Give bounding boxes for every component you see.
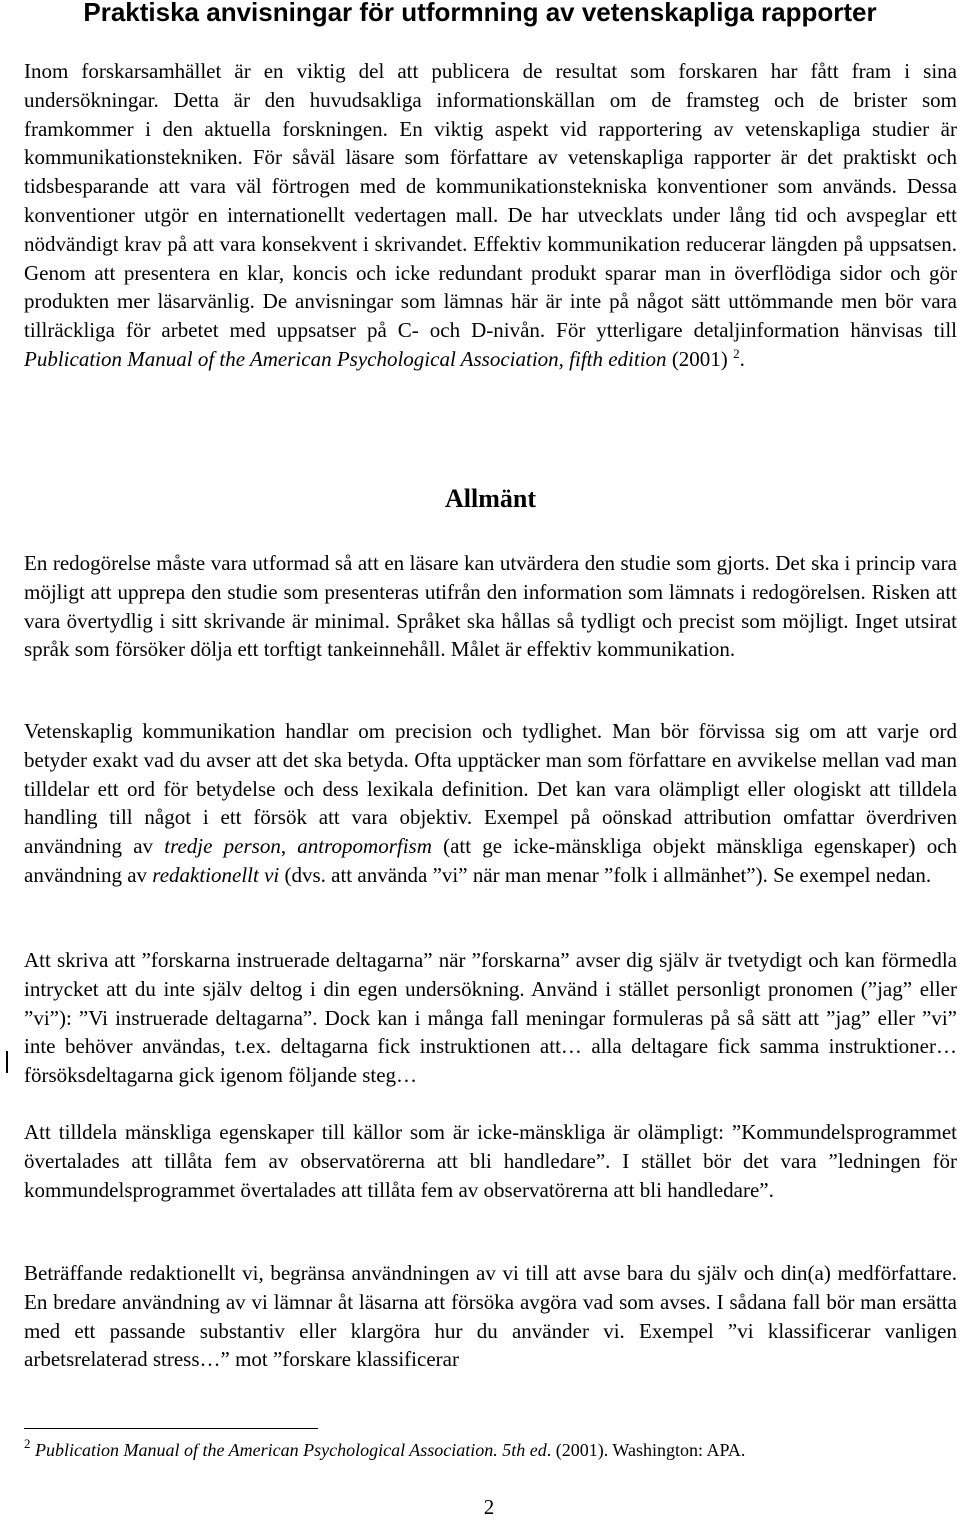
paragraph-2-text-1: Vetenskaplig kommunikation handlar om precision och tydlighet. Man bör förvissa sig om att varje ord betyder exakt vad du avser att det ska betyda. Ofta upptäcker man som författare en avvikelse mellan vad man tilldelar ett ord för betydelse och dess lexikala definition. Det kan vara olämpligt eller ologiskt att tilldela handling till något i ett försök att vara objektiv. Exempel på oönskad attribution omfattar överdriven användning av xyxy=(24,719,957,859)
document-title: Praktiska anvisningar för utformning av vetenskapliga rapporter xyxy=(83,0,877,27)
revision-change-bar xyxy=(6,1051,8,1073)
paragraph-2-text-3: (att ge icke-mänskliga objekt mänskliga egenskaper) och användning av xyxy=(24,834,958,887)
term-antropomorfism: antropomorfism xyxy=(297,834,432,859)
footnote-mark: 2 xyxy=(24,1436,31,1451)
apa-manual-reference: Publication Manual of the American Psychological Association, fifth edition xyxy=(24,346,667,371)
general-paragraph-5: Beträffande redaktionellt vi, begränsa användningen av vi till att avse bara du själv och din(a) medförfattare. En bredare användning av vi lämnar åt läsarna att försöka avgöra vad som avses. I sådana fall bör man ersätta med ett passande substantiv eller klargöra hur du använder vi. Exempel ”vi klassificerar vanligen arbetsrelaterad stress…” mot ”forskare klassificerar xyxy=(24,1261,957,1372)
intro-text: Inom forskarsamhället är en viktig del att publicera de resultat som forskaren har fått fram i sina undersökningar. Detta är den huvudsakliga informationskällan om de framsteg och de brister som framkommer i den aktuella forskningen. En viktig aspekt vid rapportering av vetenskapliga studier är kommunikationstekniken. För såväl läsare som författare av vetenskapliga rapporter är det praktiskt och tidsbesparande att vara väl förtrogen med de kommunikationstekniska konventioner som används. Dessa konventioner utgör en internationellt vedertagen mall. De har utvecklats under lång tid och avspeglar ett nödvändigt krav på att vara konsekvent i skrivandet. Effektiv kommunikation reducerar längden på uppsatsen. Genom att presentera en klar, koncis och icke redundant produkt sparar man in överflödiga sidor och gör produkten mer läsarvänlig. De anvisningar som lämnas här är inte på något sätt uttömmande men bör vara tillräckliga för arbetet med uppsatser på C- och D-nivån. För ytterligare detaljinformation hänvisas till xyxy=(24,59,957,343)
general-paragraph-4: Att tilldela mänskliga egenskaper till källor som är icke-mänskliga är olämpligt: ”Kommundelsprogrammet övertalades att tillåta fem av observatörerna att bli handledare”. I stället bör det vara ”ledningen för kommundelsprogrammet övertalades att tillåta fem av observatörerna att bli handledare”. xyxy=(24,1120,957,1202)
paragraph-2-text-2: , xyxy=(280,834,298,859)
paragraph-2-text-4: (dvs. att använda ”vi” när man menar ”folk i allmänhet”). Se exempel nedan. xyxy=(279,862,932,887)
footnote-reference[interactable]: 2 xyxy=(733,345,740,361)
intro-end: . xyxy=(739,346,745,371)
term-tredje-person: tredje person xyxy=(164,834,281,859)
general-paragraph-2 xyxy=(24,717,957,890)
intro-paragraph xyxy=(24,57,957,374)
page-number: 2 xyxy=(483,1495,495,1519)
footnote-text: . (2001). Washington: APA. xyxy=(546,1440,746,1460)
term-redaktionellt-vi: redaktionellt vi xyxy=(152,862,280,887)
footnote xyxy=(24,1437,954,1463)
intro-year: (2001) xyxy=(666,346,728,371)
section-heading-allmant: Allmänt xyxy=(445,484,536,513)
footnote-separator xyxy=(24,1428,318,1429)
paragraph-3-text-2: försöksdeltagarna gick igenom följande steg… xyxy=(24,1063,418,1088)
footnote-title: Publication Manual of the American Psychological Association. 5th ed xyxy=(35,1440,547,1460)
general-paragraph-3 xyxy=(24,946,957,1090)
paragraph-3-text-1: Att skriva att ”forskarna instruerade deltagarna” när ”forskarna” avser dig själv är tvetydigt och kan förmedla intrycket att du inte själv deltog i din egen undersökning. Använd i stället personligt pronomen (”jag” eller ”vi”): ”Vi instruerade deltagarna”. Dock kan i många fall meningar formuleras på så sätt att ”jag” eller ”vi” inte behöver användas, t.ex. deltagarna fick instruktionen att… alla deltagare fick samma instruktioner… xyxy=(24,948,957,1059)
general-paragraph-1: En redogörelse måste vara utformad så att en läsare kan utvärdera den studie som gjorts. Det ska i princip vara möjligt att upprepa den studie som presenteras utifrån den information som lämnats i redogörelsen. Risken att vara övertydlig i sitt skrivande är minimal. Språket ska hållas så tydligt och precist som möjligt. Inget utsirat språk som försöker dölja ett torftigt tankeinnehåll. Målet är effektiv kommunikation. xyxy=(24,551,957,662)
